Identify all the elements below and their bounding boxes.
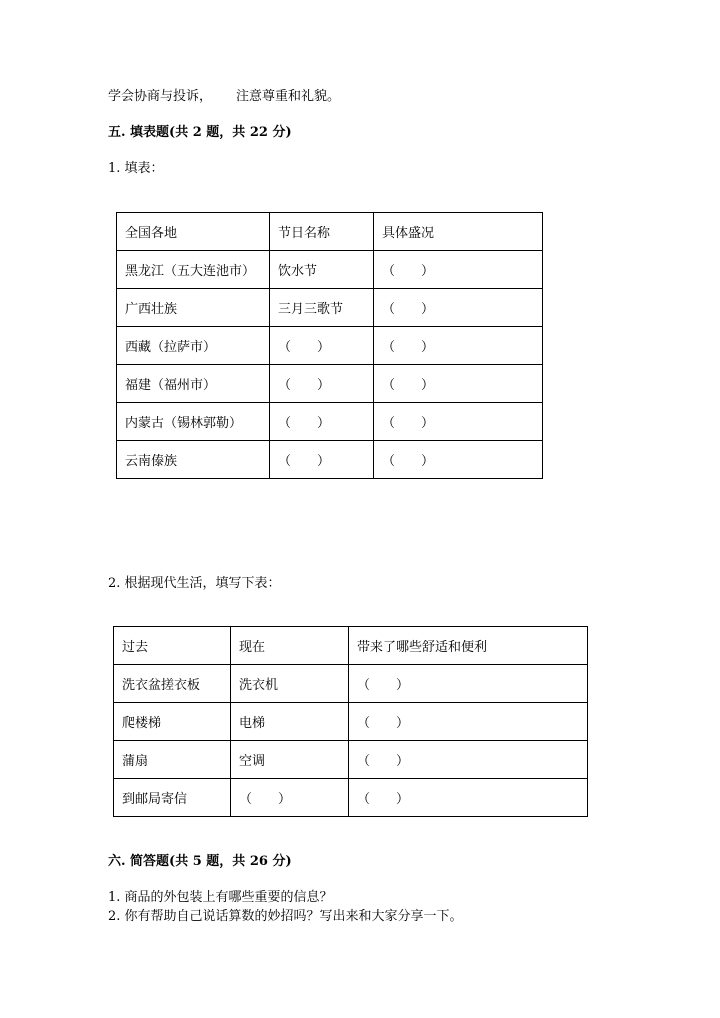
table-cell: （ ）	[349, 779, 588, 817]
intro-text-2: 注意尊重和礼貌。	[236, 89, 341, 104]
table-cell: 内蒙古（锡林郭勒）	[117, 403, 270, 441]
table-header-cell: 现在	[231, 627, 349, 665]
table-cell: 广西壮族	[117, 289, 270, 327]
table-cell: （ ）	[349, 665, 588, 703]
table-cell: （ ）	[349, 703, 588, 741]
table-header-cell: 过去	[114, 627, 231, 665]
question-1-label: 1. 填表：	[108, 161, 164, 176]
short-answer-question-1: 1. 商品的外包装上有哪些重要的信息？	[108, 890, 333, 905]
table-cell: 洗衣机	[231, 665, 349, 703]
table-row	[117, 441, 543, 479]
table-row	[117, 327, 543, 365]
section-6-title: 六. 简答题(共 5 题，共 26 分)	[108, 854, 292, 869]
table-cell: （ ）	[231, 779, 349, 817]
table-header-cell: 节日名称	[270, 213, 374, 251]
table-cell: （ ）	[349, 741, 588, 779]
table-row	[114, 741, 588, 779]
table-cell: （ ）	[374, 289, 543, 327]
table-header-cell: 带来了哪些舒适和便利	[349, 627, 588, 665]
table-cell: 云南傣族	[117, 441, 270, 479]
intro-line	[108, 88, 340, 106]
table-header-row	[114, 627, 588, 665]
table-row	[117, 403, 543, 441]
table-row	[117, 251, 543, 289]
section-5-title: 五. 填表题(共 2 题，共 22 分)	[108, 125, 292, 140]
table-row	[114, 665, 588, 703]
table-cell: （ ）	[270, 403, 374, 441]
table-row	[117, 289, 543, 327]
table-cell: （ ）	[374, 251, 543, 289]
table-cell: 爬楼梯	[114, 703, 231, 741]
table-cell: 到邮局寄信	[114, 779, 231, 817]
table-cell: （ ）	[374, 327, 543, 365]
table-cell: 福建（福州市）	[117, 365, 270, 403]
table-header-row	[117, 213, 543, 251]
table-cell: （ ）	[374, 441, 543, 479]
table-row	[117, 365, 543, 403]
question-2-label: 2. 根据现代生活，填写下表：	[108, 576, 281, 591]
table-cell: （ ）	[270, 365, 374, 403]
table-cell: 黑龙江（五大连池市）	[117, 251, 270, 289]
table-cell: 洗衣盆搓衣板	[114, 665, 231, 703]
table-cell: （ ）	[374, 365, 543, 403]
table-row	[114, 779, 588, 817]
short-answer-question-2: 2. 你有帮助自己说话算数的妙招吗？写出来和大家分享一下。	[108, 909, 463, 924]
table-cell: （ ）	[270, 441, 374, 479]
table-header-cell: 全国各地	[117, 213, 270, 251]
table-cell: 三月三歌节	[270, 289, 374, 327]
modern-life-table	[113, 626, 588, 817]
table-cell: 空调	[231, 741, 349, 779]
table-cell: 西藏（拉萨市）	[117, 327, 270, 365]
table-header-cell: 具体盛况	[374, 213, 543, 251]
intro-text-1: 学会协商与投诉，	[108, 89, 213, 104]
table-row	[114, 703, 588, 741]
table-cell: 电梯	[231, 703, 349, 741]
table-cell: 蒲扇	[114, 741, 231, 779]
festival-table	[116, 212, 543, 479]
table-cell: （ ）	[374, 403, 543, 441]
table-cell: 饮水节	[270, 251, 374, 289]
table-cell: （ ）	[270, 327, 374, 365]
